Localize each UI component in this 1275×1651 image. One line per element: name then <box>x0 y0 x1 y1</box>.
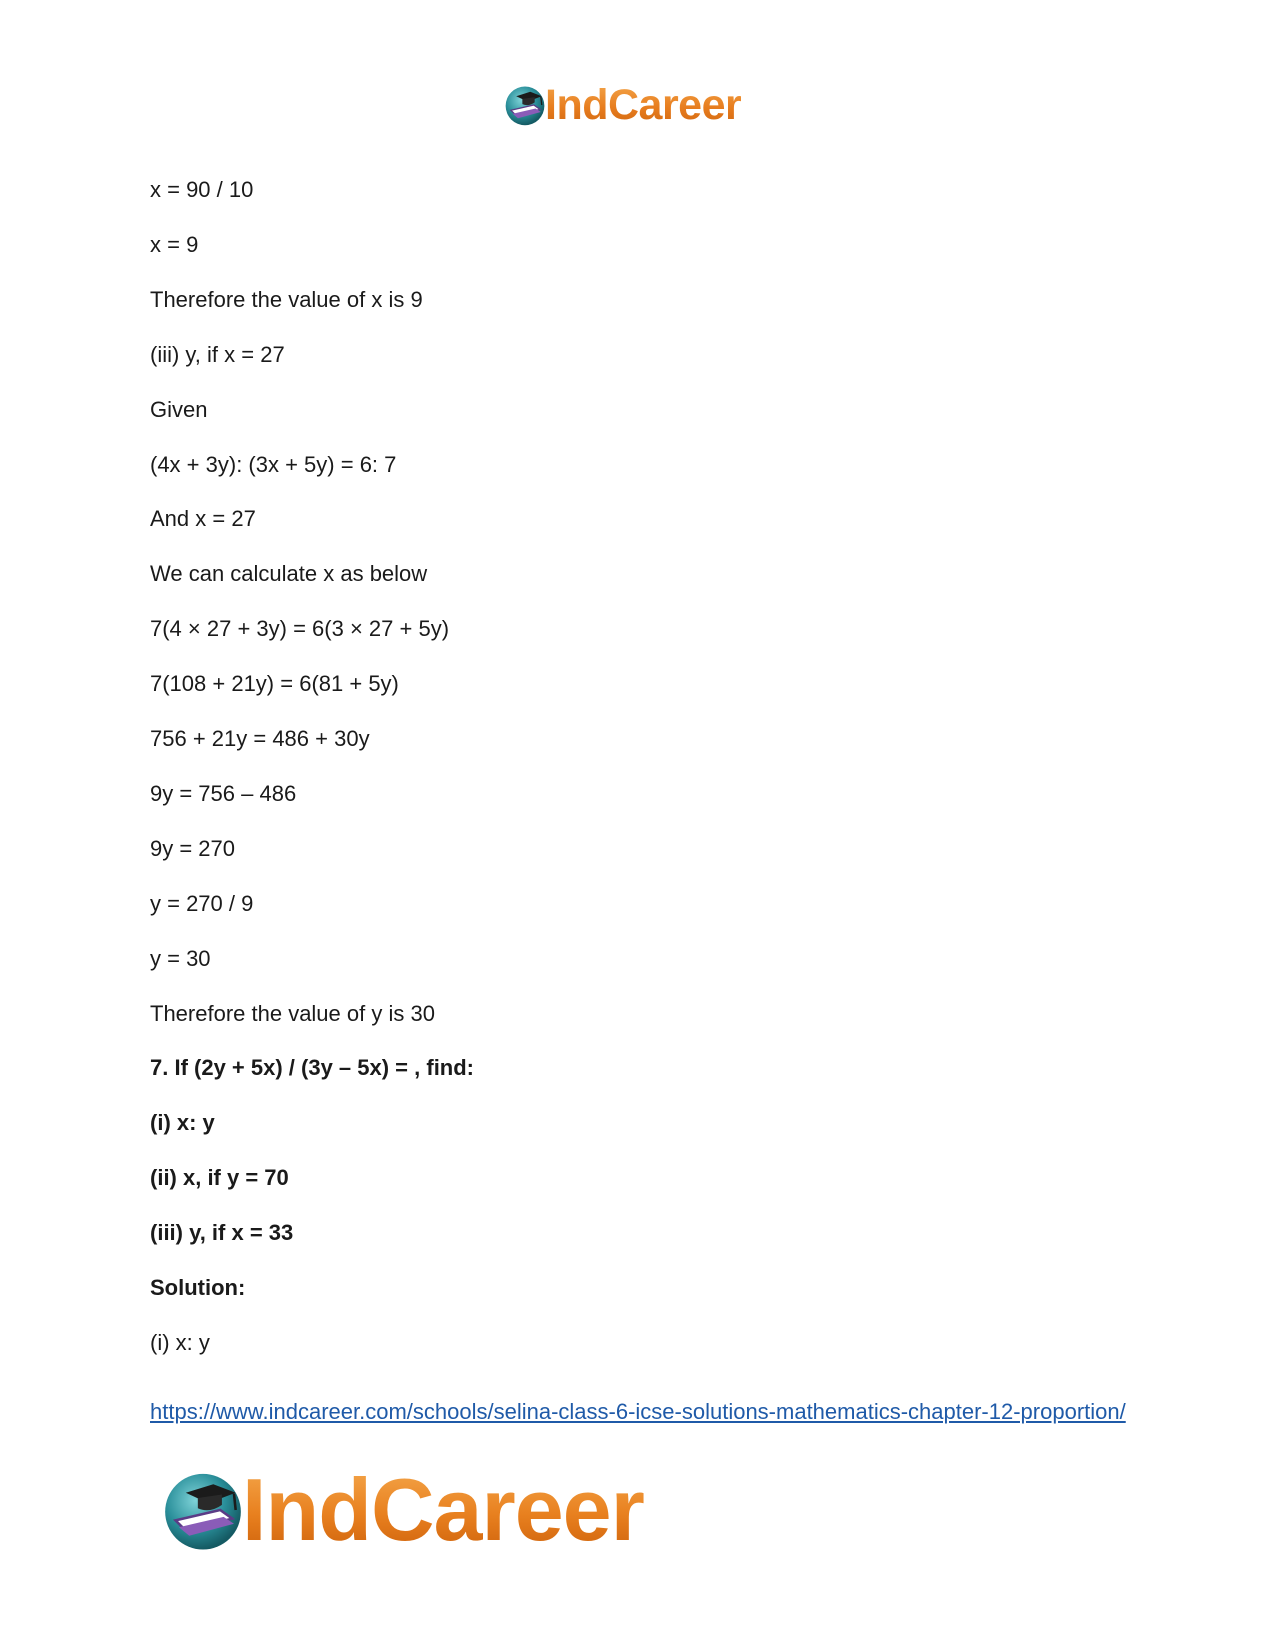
solution-line: Therefore the value of y is 30 <box>150 1001 435 1026</box>
solution-line: 756 + 21y = 486 + 30y <box>150 726 370 751</box>
solution-line: 9y = 756 – 486 <box>150 781 297 806</box>
solution-line: We can calculate x as below <box>150 561 428 586</box>
question-line: (ii) x, if y = 70 <box>150 1165 289 1190</box>
solution-line: (i) x: y <box>150 1330 210 1355</box>
solution-line: x = 90 / 10 <box>150 177 254 202</box>
solution-line: 7(4 × 27 + 3y) = 6(3 × 27 + 5y) <box>150 616 450 641</box>
solution-line: 9y = 270 <box>150 836 236 861</box>
header-logo-text: IndCareer <box>545 80 742 129</box>
solution-line: x = 9 <box>150 232 199 257</box>
solution-line: (iii) y, if x = 27 <box>150 342 285 367</box>
solution-line: 7(108 + 21y) = 6(81 + 5y) <box>150 671 399 696</box>
solution-line: (4x + 3y): (3x + 5y) = 6: 7 <box>150 452 397 477</box>
solution-line: And x = 27 <box>150 506 256 531</box>
footer-logo <box>160 1462 700 1558</box>
footer-logo-text: IndCareer <box>242 1460 644 1559</box>
solution-line: Therefore the value of x is 9 <box>150 287 423 312</box>
source-link[interactable]: https://www.indcareer.com/schools/selina-class-6-icse-solutions-mathematics-chapter-12-proportion/ <box>150 1399 1126 1424</box>
graduation-cap-book-icon <box>503 83 547 127</box>
solution-line: Given <box>150 397 208 422</box>
header-logo <box>503 80 773 130</box>
solution-line: y = 30 <box>150 946 211 971</box>
solution-line: y = 270 / 9 <box>150 891 254 916</box>
question-line: (i) x: y <box>150 1110 215 1135</box>
question-line: (iii) y, if x = 33 <box>150 1220 294 1245</box>
graduation-cap-book-icon <box>160 1467 246 1553</box>
question-line: 7. If (2y + 5x) / (3y – 5x) = , find: <box>150 1055 475 1080</box>
question-line: Solution: <box>150 1275 246 1300</box>
